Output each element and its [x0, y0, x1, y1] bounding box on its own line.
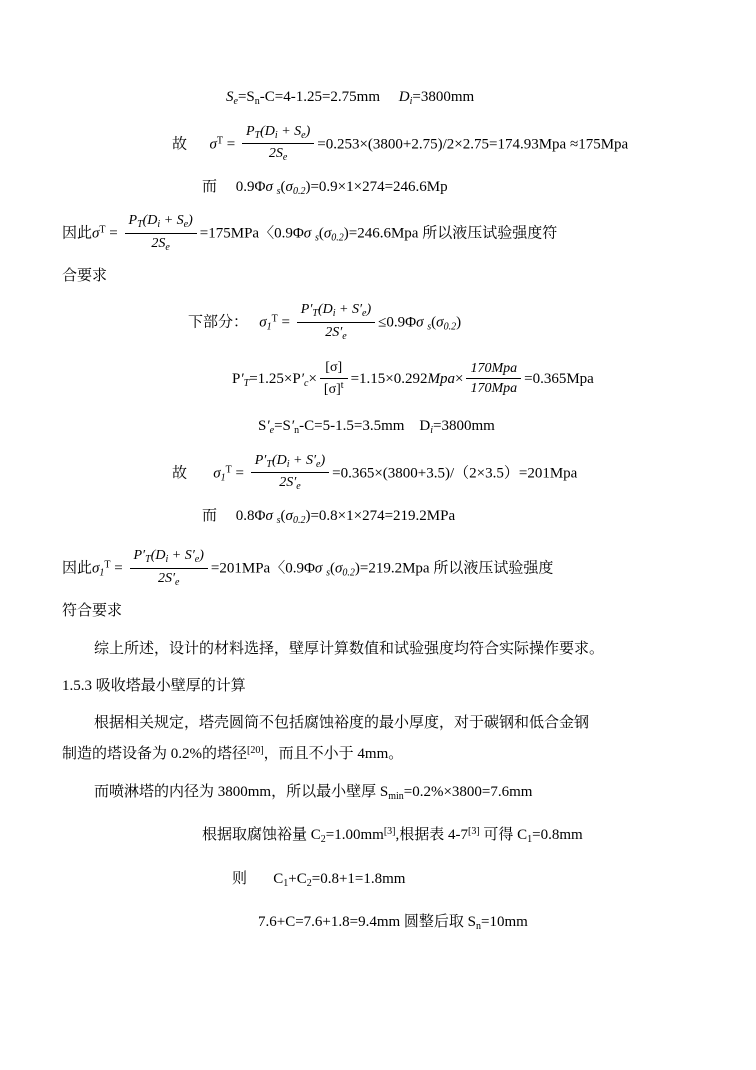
- lead-yinci-1: 因此: [62, 225, 93, 242]
- equation-line-2: 故 $\sigma^T$ = $\frac{P_T(D_i + S_e)}{2S_e}$ =0.253×(3800+2.75)/2×2.75=174.93Mpa ≈175Mpa: [172, 123, 629, 163]
- paragraph-corrosion: [62, 824, 694, 848]
- label-xiabufen: 下部分：: [188, 314, 249, 331]
- fraction-3: $\frac{P'_T(D_i + S'_e)}{2S'_e}$: [297, 301, 375, 343]
- label-ze: 则: [232, 870, 248, 887]
- p4-sub2: 1: [527, 834, 533, 845]
- equation-line-10: 而 0.8Φσ $_s(\sigma_{0.2})=0.8\times 1\times 274=219.2MPa$: [202, 507, 456, 526]
- paragraph-regulation-b-pre: 制造的塔设备为 0.2%的塔径: [62, 746, 247, 763]
- section-heading-153: 1.5.3 吸收塔最小壁厚的计算: [62, 677, 246, 694]
- label-gu-1: 故: [172, 135, 188, 152]
- p6-sub: n: [476, 921, 482, 932]
- p6-pre: 7.6+C=7.6+1.8=9.4mm 圆整后取 S: [258, 914, 477, 930]
- eq4-eq: =175MPa: [199, 225, 260, 242]
- eq1-di: =3800mm: [412, 89, 475, 105]
- p3-pre: 而喷淋塔的内径为 3800mm，所以最小壁厚 S: [94, 783, 389, 800]
- p5-plus: +C: [288, 870, 307, 887]
- p5-post: =0.8+1=1.8mm: [311, 870, 406, 887]
- label-gu-2: 故: [172, 465, 188, 482]
- label-er-2: 而: [202, 507, 218, 524]
- equation-line-1: $S_e=S_n-C=4-1.25=2.75mm$ $D_i=3800mm$: [226, 89, 475, 107]
- p4-pre: 根据取腐蚀裕量 C: [202, 827, 321, 843]
- paragraph-regulation-b: [62, 743, 694, 766]
- paragraph-regulation-a: 根据相关规定，塔壳圆筒不包括腐蚀裕度的最小厚度，对于碳钢和低合金钢: [94, 715, 590, 731]
- p4-sub1: 2: [320, 834, 326, 845]
- equation-line-9: 故 $\sigma_1^T$ = $\frac{P'_T(D_i + S'_e)}{2S'_e}$ =0.365×(3800+3.5)/（2×3.5）=201Mpa: [172, 452, 578, 493]
- paragraph-min-thickness: [62, 781, 694, 805]
- paragraph-sum-c: [62, 868, 694, 892]
- p4-mid: =1.00mm: [325, 827, 384, 843]
- p3-sub: min: [388, 790, 404, 802]
- paragraph-regulation-b-post: ，而且不小于 4mm。: [263, 746, 404, 763]
- p4-tail: =0.8mm: [532, 827, 583, 843]
- equation-line-4: 因此$\sigma^T$ = $\frac{P_T(D_i + S_e)}{2S_e}$ =175MPa〈0.9Φσ $_s(\sigma_{0.2})=246.6Mpa$ 所以液压试验强度符: [62, 213, 558, 253]
- fraction-6: $\frac{P'_T(D_i + S'_e)}{2S'_e}$: [251, 452, 329, 494]
- ref-3a: [3]: [383, 826, 396, 837]
- p6-post: =10mm: [481, 914, 528, 930]
- eq11-eq: =201MPa: [210, 560, 271, 577]
- label-er-1: 而: [202, 178, 218, 195]
- equation-line-3: 而 0.9Φσ $_s(\sigma_{0.2})=0.9\times 1\times 274=246.6Mp$: [202, 178, 448, 197]
- eq1-eq: =S: [237, 89, 255, 105]
- fraction-2: $\frac{P_T(D_i + S_e)}{2S_e}$: [125, 212, 197, 254]
- p4-mid2: ,根据表 4-7: [395, 827, 468, 843]
- fraction-1: $\frac{P_T(D_i + S_e)}{2S_e}$: [242, 123, 314, 165]
- eq9-rhs: =0.365×(3800+3.5)/（2×3.5）=201Mpa: [332, 465, 578, 482]
- paragraph-summary: 综上所述，设计的材料选择，壁厚计算数值和试验强度均符合实际操作要求。: [94, 640, 605, 657]
- p5-sub1: 1: [283, 877, 289, 889]
- equation-line-11: 因此$\sigma_1^T$ = $\frac{P'_T(D_i + S'_e)}{2S'_e}$ =201MPa〈0.9Φσ $_s(\sigma_{0.2})=219.2Mpa$ 所以液压试验强度: [62, 548, 554, 588]
- ref-20: [20]: [247, 745, 264, 757]
- p3-post: =0.2%×3800=7.6mm: [403, 783, 533, 800]
- paragraph-heyaoqiu: 合要求: [62, 268, 108, 284]
- p4-tail-pre: 可得 C: [479, 827, 528, 843]
- p5-sub2: 2: [306, 877, 312, 889]
- p5-pre: C: [273, 870, 284, 887]
- eq1-tail: -C=4-1.25=2.75mm: [259, 89, 381, 105]
- lead-yinci-2: 因此: [62, 560, 93, 577]
- paragraph-final-thickness: [62, 911, 694, 935]
- ref-3b: [3]: [467, 826, 480, 837]
- paragraph-fuheyaoqiu: 符合要求: [62, 603, 123, 620]
- fraction-5: $\frac{\text{170Mpa}}{\text{170Mpa}}$: [466, 360, 521, 398]
- equation-line-8: $S'_e=S'_n-C=5-1.5=3.5mm$ $D_i=3800mm$: [258, 418, 495, 437]
- fraction-7: $\frac{P'_T(D_i + S'_e)}{2S'_e}$: [130, 547, 208, 589]
- eq2-rhs: =0.253×(3800+2.75)/2×2.75=174.93Mpa ≈175Mpa: [317, 135, 629, 152]
- equation-line-7: $P'_T=1.25\times P'_c\times$ $\frac{[\sigma]}{[\sigma]^t}$ =1.15×0.292Mpa× $\frac{\text{170Mpa}}{\text{170Mpa}}$ =0.365Mpa: [232, 360, 594, 397]
- fraction-4: $\frac{[\sigma]}{[\sigma]^t}$: [320, 359, 348, 398]
- equation-line-6: 下部分： $\sigma_1^T$ = $\frac{P'_T(D_i + S'_e)}{2S'_e}$ ≤0.9Φσ $_s(\sigma_{0.2})$: [188, 302, 462, 342]
